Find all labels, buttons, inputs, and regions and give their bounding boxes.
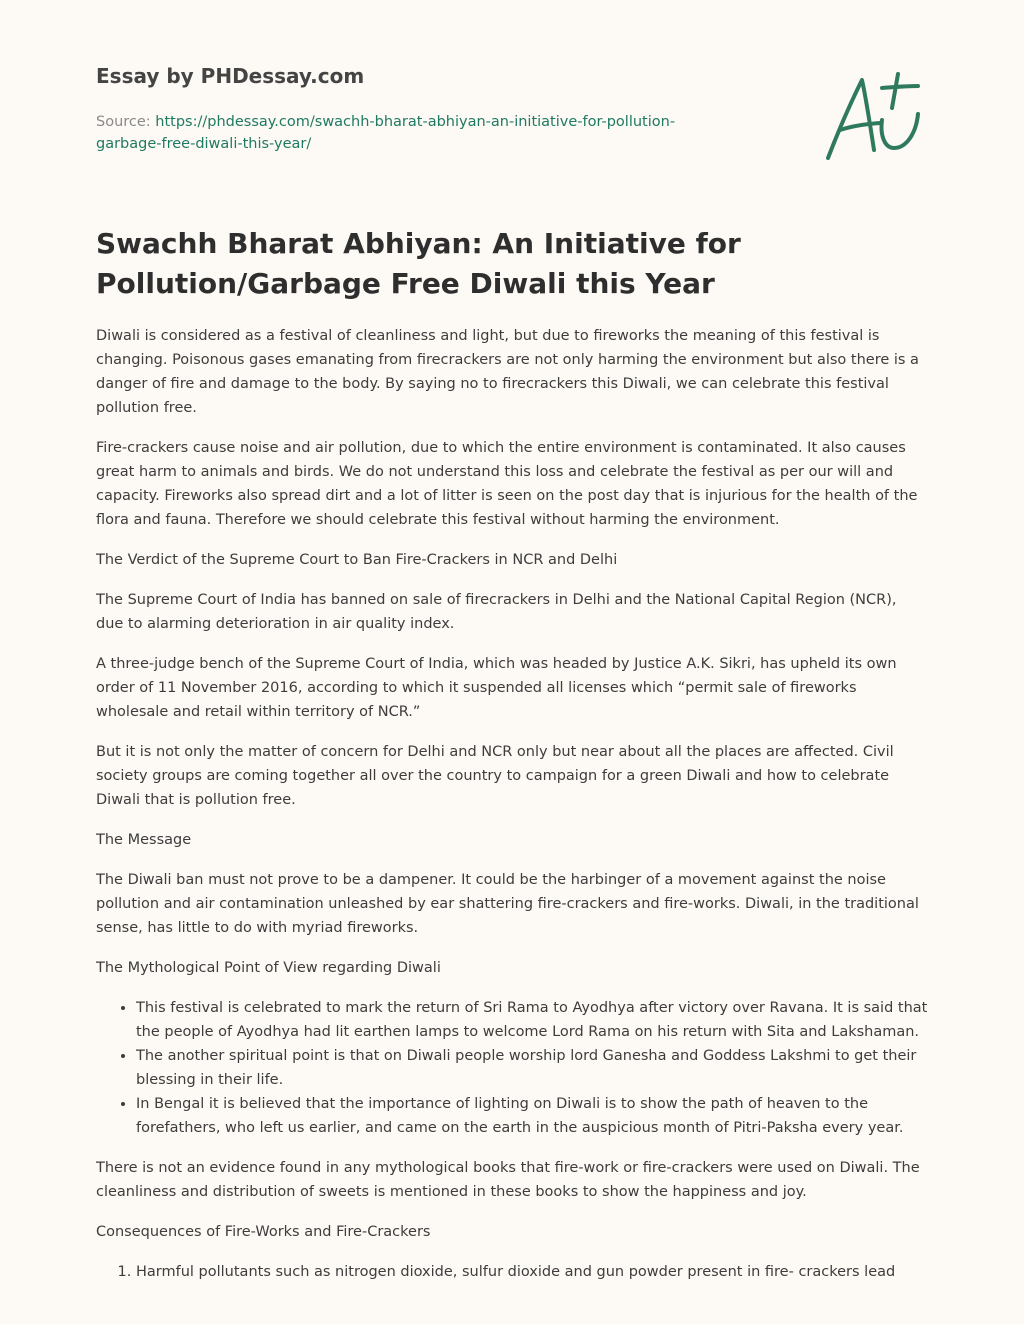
section-heading: Consequences of Fire-Works and Fire-Crackers [96,1224,431,1240]
paragraph: A three-judge bench of the Supreme Court of India, which was headed by Justice A.K. Sikri, has upheld its own order of 11 November 2016, according to which it suspended all licenses which “permit sale of fireworks wholesale and retail within territory of NCR.” [96,656,897,720]
article-body [96,324,928,1300]
paragraph: The Diwali ban must not prove to be a dampener. It could be the harbinger of a movement against the noise pollution and air contamination unleashed by ear shattering fire-crackers and fire-works. Diwali, in the traditional sense, has little to do with myriad fireworks. [96,872,919,936]
source-label: Source: [96,114,156,130]
brand-title: Essay by PHDessay.com [96,64,365,88]
source-line [96,111,736,155]
bullet-list [96,996,928,1140]
list-item: 1. Harmful pollutants such as nitrogen dioxide, sulfur dioxide and gun powder present in fire- crackers lead [136,1260,928,1284]
section-heading: The Message [96,832,192,848]
list-item: • In Bengal it is believed that the importance of lighting on Diwali is to show the path of heaven to the forefathers, who left us earlier, and came on the earth in the auspicious month of Pitri-Paksha every year. [136,1092,928,1140]
paragraph: But it is not only the matter of concern for Delhi and NCR only but near about all the places are affected. Civil society groups are coming together all over the country to campaign for a green Diwali and how to celebrate Diwali that is pollution free. [96,744,894,808]
paragraph: Diwali is considered as a festival of cleanliness and light, but due to fireworks the meaning of this festival is changing. Poisonous gases emanating from firecrackers are not only harming the environment but also there is a danger of fire and damage to the body. By saying no to firecrackers this Diwali, we can celebrate this festival pollution free. [96,328,919,416]
paragraph: There is not an evidence found in any mythological books that fire-work or fire-crackers were used on Diwali. The cleanliness and distribution of sweets is mentioned in these books to show the happiness and joy. [96,1160,920,1200]
article-title: Swachh Bharat Abhiyan: An Initiative for Pollution/Garbage Free Diwali this Year [96,227,741,300]
section-heading: The Mythological Point of View regarding Diwali [96,960,441,976]
paragraph: Fire-crackers cause noise and air pollution, due to which the entire environment is contaminated. It also causes great harm to animals and birds. We do not understand this loss and celebrate the festival as per our will and capacity. Fireworks also spread dirt and a lot of litter is seen on the post day that is injurious for the health of the flora and fauna. Therefore we should celebrate this festival without harming the environment. [96,440,918,528]
section-heading: The Verdict of the Supreme Court to Ban Fire-Crackers in NCR and Delhi [96,552,618,568]
numbered-list [96,1260,928,1284]
list-item: • This festival is celebrated to mark the return of Sri Rama to Ayodhya after victory over Ravana. It is said that the people of Ayodhya had lit earthen lamps to welcome Lord Rama on his return with Sita and Lakshaman. [136,996,928,1044]
source-link[interactable]: https://phdessay.com/swachh-bharat-abhiyan-an-initiative-for-pollution-garbage-free-diwali-this-year/ [96,114,676,152]
list-item: • The another spiritual point is that on Diwali people worship lord Ganesha and Goddess Lakshmi to get their blessing in their life. [136,1044,928,1092]
a-plus-logo-icon [822,68,926,164]
paragraph: The Supreme Court of India has banned on sale of firecrackers in Delhi and the National Capital Region (NCR), due to alarming deterioration in air quality index. [96,592,897,632]
